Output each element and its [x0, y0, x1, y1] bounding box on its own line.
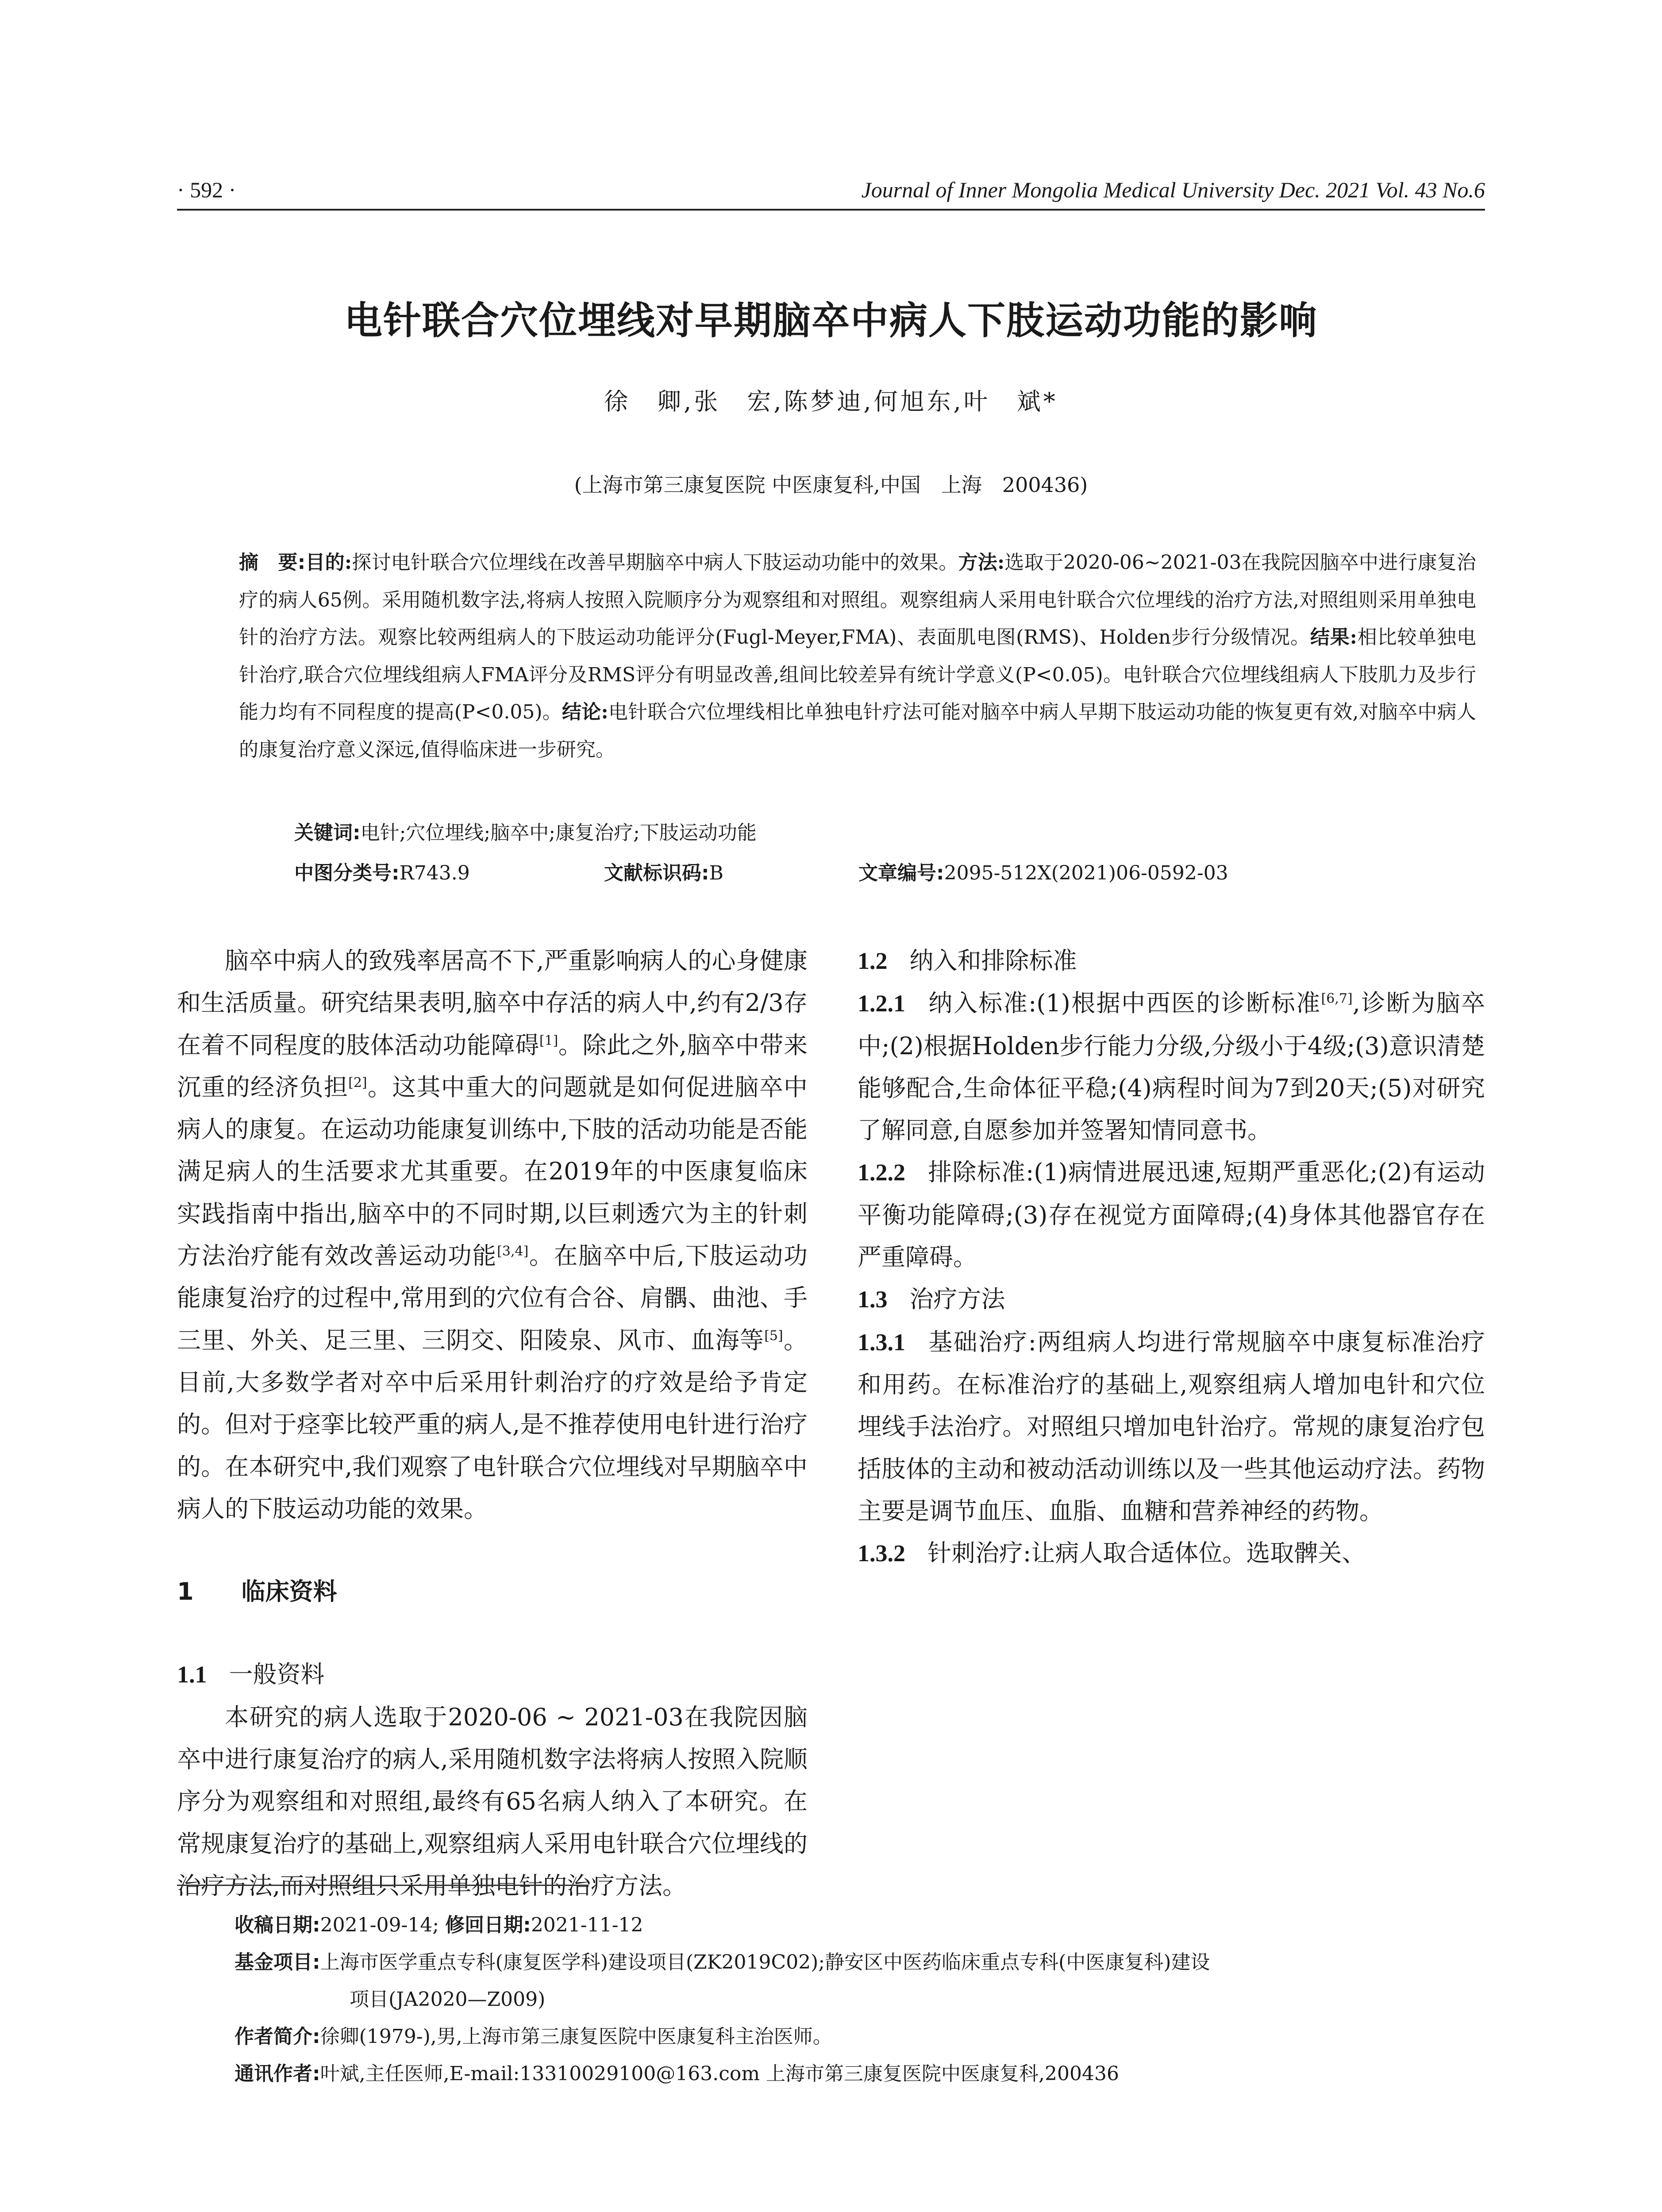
article-title: 电针联合穴位埋线对早期脑卒中病人下肢运动功能的影响: [344, 299, 1318, 343]
objective-text: 探讨电针联合穴位埋线在改善早期脑卒中病人下肢运动功能中的效果。: [352, 551, 958, 574]
footnote-rule: [177, 1885, 589, 1886]
corresponding-label: 通讯作者:: [235, 2062, 320, 2085]
section-1-2-2-text: 排除标准:(1)病情进展迅速,短期严重恶化;(2)有运动平衡功能障碍;(3)存在视觉方面障碍;(4)身体其他器官存在严重障碍。: [858, 1158, 1485, 1271]
left-column: [177, 940, 808, 1907]
doc-label: 文献标识码:: [604, 862, 709, 884]
fund-info-continued: 项目(JA2020—Z009): [350, 1988, 546, 2011]
fund-info: [235, 1944, 1476, 1981]
section-1-2-title: 纳入和排除标准: [909, 947, 1077, 975]
author-bio-label: 作者简介:: [235, 2025, 320, 2048]
section-1-3-1-number: 1.3.1: [858, 1329, 905, 1356]
section-1-2-2-number: 1.2.2: [858, 1159, 905, 1186]
section-1-1-number: 1.1: [177, 1661, 207, 1688]
journal-header: Journal of Inner Mongolia Medical University Dec. 2021 Vol. 43 No.6: [861, 177, 1485, 202]
affiliation: (上海市第三康复医院 中医康复科,中国 上海 200436): [574, 473, 1088, 497]
article-label: 文章编号:: [858, 862, 944, 884]
section-1-3-1: [858, 1321, 1485, 1532]
document-code: [604, 857, 723, 885]
page-number: · 592 ·: [177, 177, 236, 202]
results-label: 结果:: [1310, 626, 1357, 649]
section-1-2-heading: [858, 940, 1485, 982]
section-1-3-title: 治疗方法: [909, 1285, 1005, 1313]
section-1-2-number: 1.2: [858, 948, 888, 974]
clc-value: R743.9: [399, 862, 470, 884]
section-1-1-text: 本研究的病人选取于2020-06 ~ 2021-03在我院因脑卒中进行康复治疗的病人,采用随机数字法将病人按照入院顺序分为观察组和对照组,最终有65名病人纳入了本研究。在常规康复治疗的基础上,观察组病人采用电针联合穴位埋线的治疗方法,而对照组只采用单独电针的治疗方法。: [177, 1703, 808, 1900]
received-dates: [235, 1907, 1476, 1944]
received-label: 收稿日期:: [235, 1914, 320, 1936]
section-1-2-1: [858, 982, 1485, 1151]
revised-label: 修回日期:: [445, 1914, 531, 1936]
footnotes: [235, 1907, 1476, 2093]
results-text: 相比较单独电针治疗,联合穴位埋线组病人FMA评分及RMS评分有明显改善,组间比较差异有统计学意义(P<0.05)。电针联合穴位埋线组病人下肢肌力及步行能力均有不同程度的提高(P<0.05)。: [239, 626, 1477, 723]
header-rule: [177, 209, 1485, 211]
section-1-3-2-text: 针刺治疗:让病人取合适体位。选取髀关、: [927, 1539, 1366, 1567]
methods-text: 选取于2020-06~2021-03在我院因脑卒中进行康复治疗的病人65例。采用随机数字法,将病人按照入院顺序分为观察组和对照组。观察组病人采用电针联合穴位埋线的治疗方法,对照组则采用单独电针的治疗方法。观察比较两组病人的下肢运动功能评分(Fugl-Meyer,FMA)、表面肌电图(RMS)、Holden步行分级情况。: [239, 551, 1477, 649]
section-1-3-2-number: 1.3.2: [858, 1540, 905, 1567]
received-date: 2021-09-14;: [320, 1914, 439, 1936]
section-1-3-1-text: 基础治疗:两组病人均进行常规脑卒中康复标准治疗和用药。在标准治疗的基础上,观察组病人增加电针和穴位埋线手法治疗。对照组只增加电针治疗。常规的康复治疗包括肢体的主动和被动活动训练以及一些其他运动疗法。药物主要是调节血压、血脂、血糖和营养神经的药物。: [858, 1328, 1485, 1525]
section-1-2-1-number: 1.2.1: [858, 990, 905, 1017]
section-1-heading: [177, 1571, 808, 1613]
clc-label: 中图分类号:: [294, 862, 400, 884]
section-1-1-title: 一般资料: [229, 1660, 325, 1689]
author-bio: [235, 2018, 1476, 2055]
keywords-label: 关键词:: [294, 822, 361, 844]
revised-date: 2021-11-12: [531, 1914, 643, 1936]
article-value: 2095-512X(2021)06-0592-03: [944, 862, 1228, 884]
conclusion-text: 电针联合穴位埋线相比单独电针疗法可能对脑卒中病人早期下肢运动功能的恢复更有效,对脑卒中病人的康复治疗意义深远,值得临床进一步研究。: [239, 701, 1477, 761]
author-list: 徐 卿,张 宏,陈梦迪,何旭东,叶 斌*: [604, 388, 1058, 415]
clc-number: [294, 857, 470, 885]
section-1-3-number: 1.3: [858, 1286, 888, 1313]
intro-paragraph: 脑卒中病人的致残率居高不下,严重影响病人的心身健康和生活质量。研究结果表明,脑卒中存活的病人中,约有2/3存在着不同程度的肢体活动功能障碍[1]。除此之外,脑卒中带来沉重的经济负担[2]。这其中重大的问题就是如何促进脑卒中病人的康复。在运动功能康复训练中,下肢的活动功能是否能满足病人的生活要求尤其重要。在2019年的中医康复临床实践指南中指出,脑卒中的不同时期,以巨刺透穴为主的针刺方法治疗能有效改善运动功能[3,4]。在脑卒中后,下肢运动功能康复治疗的过程中,常用到的穴位有合谷、肩髃、曲池、手三里、外关、足三里、三阴交、阳陵泉、风市、血海等[5]。目前,大多数学者对卒中后采用针刺治疗的疗效是给予肯定的。但对于痉挛比较严重的病人,是不推荐使用电针进行治疗的。在本研究中,我们观察了电针联合穴位埋线对早期脑卒中病人的下肢运动功能的效果。: [177, 947, 808, 1523]
doc-value: B: [709, 862, 723, 884]
fund-label: 基金项目:: [235, 1951, 320, 1974]
article-number: [858, 857, 1228, 885]
section-1-3-2: [858, 1532, 1485, 1575]
section-1-title: 临床资料: [241, 1578, 337, 1606]
section-1-3-heading: [858, 1278, 1485, 1321]
right-column: [858, 940, 1485, 1575]
abstract-label: 摘 要:: [239, 551, 306, 574]
author-bio-text: 徐卿(1979-),男,上海市第三康复医院中医康复科主治医师。: [320, 2025, 832, 2048]
methods-label: 方法:: [958, 551, 1005, 574]
corresponding-text: 叶斌,主任医师,E-mail:13310029100@163.com 上海市第三康复医院中医康复科,200436: [320, 2062, 1120, 2085]
section-1-2-1-text: 纳入标准:(1)根据中西医的诊断标准[6,7],诊断为脑卒中;(2)根据Holden步行能力分级,分级小于4级;(3)意识清楚能够配合,生命体征平稳;(4)病程时间为7到20天;(5)对研究了解同意,自愿参加并签署知情同意书。: [858, 989, 1485, 1144]
corresponding-author: [235, 2055, 1476, 2093]
keywords-value: 电针;穴位埋线;脑卒中;康复治疗;下肢运动功能: [360, 822, 757, 844]
section-1-2-2: [858, 1151, 1485, 1278]
keywords: [294, 817, 757, 845]
section-1-number: 1: [177, 1578, 194, 1606]
abstract: [239, 544, 1476, 768]
fund-text: 上海市医学重点专科(康复医学科)建设项目(ZK2019C02);静安区中医药临床重点专科(中医康复科)建设: [320, 1951, 1210, 1974]
section-1-1-heading: [177, 1653, 808, 1696]
objective-label: 目的:: [305, 551, 352, 574]
conclusion-label: 结论:: [562, 701, 608, 723]
